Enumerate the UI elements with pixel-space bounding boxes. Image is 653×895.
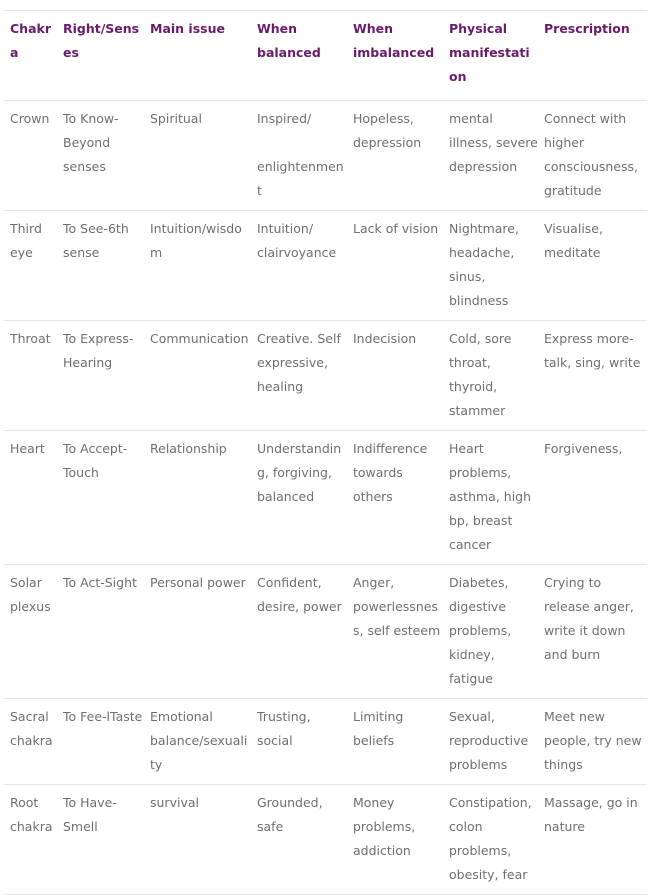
cell-when-balanced: Creative. Self expressive, healing: [251, 321, 347, 431]
cell-when-balanced: Inspired/ enlightenment: [251, 101, 347, 211]
chakra-table: [4, 10, 647, 895]
header-main-issue: Main issue: [144, 11, 251, 101]
cell-when-balanced: Confident, desire, power: [251, 565, 347, 699]
table-row: [4, 101, 647, 211]
cell-when-imbalanced: Indecision: [347, 321, 443, 431]
cell-main-issue: Personal power: [144, 565, 251, 699]
cell-physical-manifestation: Sexual, reproductive problems: [443, 699, 538, 785]
cell-chakra: Throat: [4, 321, 57, 431]
cell-when-balanced: Understanding, forgiving, balanced: [251, 431, 347, 565]
cell-when-imbalanced: Anger, powerlessness, self esteem: [347, 565, 443, 699]
cell-when-imbalanced: Hopeless, depression: [347, 101, 443, 211]
cell-physical-manifestation: Cold, sore throat, thyroid, stammer: [443, 321, 538, 431]
cell-prescription: Crying to release anger, write it down and burn: [538, 565, 647, 699]
cell-chakra: Heart: [4, 431, 57, 565]
header-right-senses: Right/Senses: [57, 11, 144, 101]
cell-when-imbalanced: Money problems, addiction: [347, 785, 443, 895]
table-row: [4, 321, 647, 431]
cell-chakra: Sacral chakra: [4, 699, 57, 785]
cell-when-imbalanced: Lack of vision: [347, 211, 443, 321]
header-when-balanced: When balanced: [251, 11, 347, 101]
cell-right-senses: To Have-Smell: [57, 785, 144, 895]
cell-right-senses: To Accept-Touch: [57, 431, 144, 565]
header-physical-manifestation: Physical manifestation: [443, 11, 538, 101]
cell-physical-manifestation: Nightmare, headache, sinus, blindness: [443, 211, 538, 321]
cell-right-senses: To See-6th sense: [57, 211, 144, 321]
cell-physical-manifestation: mental illness, severe depression: [443, 101, 538, 211]
table-row: [4, 211, 647, 321]
cell-physical-manifestation: Diabetes, digestive problems, kidney, fatigue: [443, 565, 538, 699]
cell-prescription: Forgiveness,: [538, 431, 647, 565]
cell-physical-manifestation: Constipation, colon problems, obesity, fear: [443, 785, 538, 895]
cell-when-imbalanced: Indifference towards others: [347, 431, 443, 565]
cell-main-issue: Communication: [144, 321, 251, 431]
table-row: [4, 699, 647, 785]
cell-prescription: Meet new people, try new things: [538, 699, 647, 785]
cell-prescription: Connect with higher consciousness, gratitude: [538, 101, 647, 211]
cell-when-balanced: Trusting, social: [251, 699, 347, 785]
cell-physical-manifestation: Heart problems, asthma, high bp, breast cancer: [443, 431, 538, 565]
header-when-imbalanced: When imbalanced: [347, 11, 443, 101]
table-row: [4, 565, 647, 699]
cell-when-balanced: Intuition/ clairvoyance: [251, 211, 347, 321]
cell-prescription: Massage, go in nature: [538, 785, 647, 895]
header-chakra: Chakra: [4, 11, 57, 101]
cell-right-senses: To Fee-lTaste: [57, 699, 144, 785]
cell-right-senses: To Act-Sight: [57, 565, 144, 699]
cell-main-issue: survival: [144, 785, 251, 895]
cell-chakra: Root chakra: [4, 785, 57, 895]
cell-main-issue: Relationship: [144, 431, 251, 565]
table-row: [4, 431, 647, 565]
cell-when-imbalanced: Limiting beliefs: [347, 699, 443, 785]
cell-when-balanced: Grounded, safe: [251, 785, 347, 895]
cell-main-issue: Spiritual: [144, 101, 251, 211]
header-row: [4, 11, 647, 101]
cell-chakra: Third eye: [4, 211, 57, 321]
cell-main-issue: Intuition/wisdom: [144, 211, 251, 321]
cell-prescription: Express more-talk, sing, write: [538, 321, 647, 431]
table-row: [4, 785, 647, 895]
cell-main-issue: Emotional balance/sexuality: [144, 699, 251, 785]
cell-right-senses: To Express-Hearing: [57, 321, 144, 431]
cell-chakra: Crown: [4, 101, 57, 211]
cell-right-senses: To Know-Beyond senses: [57, 101, 144, 211]
cell-prescription: Visualise, meditate: [538, 211, 647, 321]
cell-chakra: Solar plexus: [4, 565, 57, 699]
header-prescription: Prescription: [538, 11, 647, 101]
